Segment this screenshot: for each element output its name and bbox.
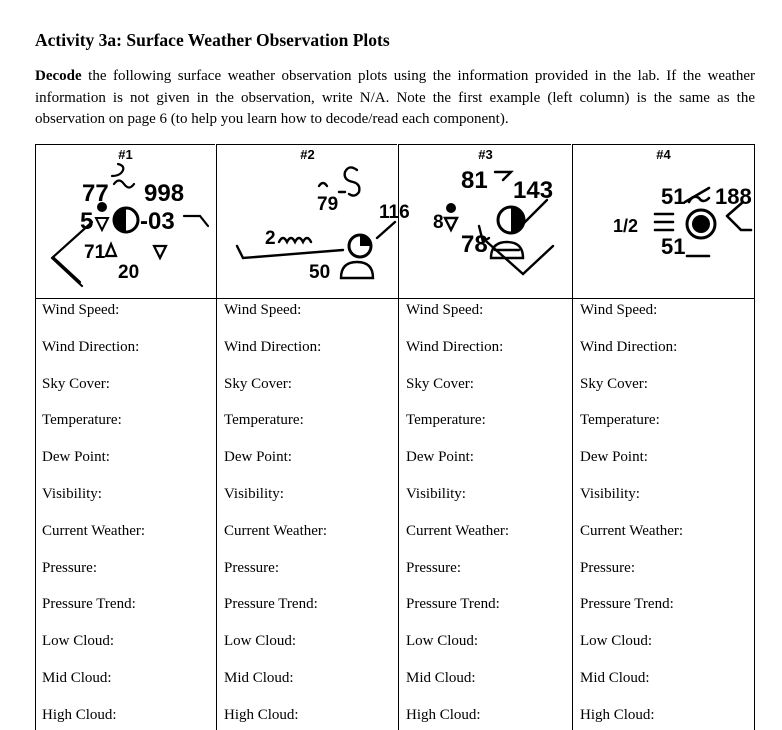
- field-label: Pressure Trend:: [224, 596, 318, 613]
- dew-point-value: 51: [661, 234, 686, 259]
- past-weather-symbol: [154, 246, 166, 258]
- visibility-value: 1/2: [613, 216, 639, 236]
- plot-row-bottom-line: [35, 298, 755, 299]
- table-top-line: [35, 144, 215, 145]
- field-label: High Cloud:: [42, 706, 117, 723]
- station-plot-4: [573, 162, 754, 298]
- field-label: Sky Cover:: [42, 375, 110, 392]
- field-label: Sky Cover:: [406, 375, 474, 392]
- cloud-height-value: 20: [118, 262, 140, 283]
- field-label: Pressure:: [580, 559, 635, 576]
- pressure-value: 998: [144, 180, 185, 207]
- pressure-value: 143: [513, 177, 554, 204]
- field-label: Sky Cover:: [224, 375, 292, 392]
- present-weather-dot: [446, 203, 456, 213]
- dew-point-value: 71: [84, 242, 106, 263]
- field-label: Low Cloud:: [224, 633, 297, 650]
- field-label: Wind Direction:: [406, 338, 504, 355]
- table-top-line: [217, 144, 397, 145]
- field-label: Current Weather:: [42, 522, 146, 539]
- instructions: [35, 66, 755, 131]
- pressure-trend-symbol: [377, 222, 395, 238]
- low-cloud-symbol: [106, 244, 116, 256]
- field-label: Pressure Trend:: [42, 596, 136, 613]
- field-label: Mid Cloud:: [224, 670, 294, 686]
- column-header: #4: [656, 147, 671, 162]
- field-label: Dew Point:: [580, 449, 648, 466]
- field-label: Visibility:: [580, 486, 640, 502]
- pressure-change-value: -03: [140, 208, 175, 235]
- present-weather-symbol: [279, 238, 311, 242]
- field-label: Temperature:: [42, 412, 122, 429]
- station-plot-3-figure: [399, 162, 572, 298]
- field-label: Visibility:: [224, 486, 284, 502]
- field-label: Low Cloud:: [580, 633, 653, 650]
- station-plot-2-figure: [217, 162, 410, 298]
- station-plot-3: [399, 162, 572, 298]
- field-label: Low Cloud:: [406, 633, 479, 650]
- field-label: Wind Speed:: [406, 302, 484, 318]
- pressure-value: 116: [379, 202, 410, 223]
- field-label: Sky Cover:: [580, 375, 648, 392]
- mid-cloud-symbol: [114, 181, 134, 188]
- field-label: Mid Cloud:: [42, 670, 112, 686]
- field-label: Dew Point:: [406, 449, 474, 466]
- station-plot-4-figure: [573, 162, 754, 298]
- table-top-line: [573, 144, 755, 145]
- present-weather-symbol: [445, 218, 457, 230]
- dew-point-value: 78: [461, 231, 488, 258]
- column-header: #2: [300, 147, 315, 162]
- field-label: Temperature:: [580, 412, 660, 429]
- field-label: High Cloud:: [224, 706, 299, 723]
- page-title: Activity 3a: Surface Weather Observation Plots: [35, 30, 390, 50]
- station-plot-2: [217, 162, 410, 298]
- visibility-value: 5: [80, 208, 94, 235]
- pressure-trend-symbol: [184, 216, 208, 226]
- field-label: Pressure:: [406, 559, 461, 576]
- mid-cloud-symbol: [689, 197, 709, 202]
- table-top-line: [399, 144, 571, 145]
- sky-cover-fill: [692, 215, 710, 233]
- field-label: Visibility:: [42, 486, 102, 502]
- field-label: Mid Cloud:: [406, 670, 476, 686]
- column-border: [754, 144, 755, 730]
- field-label: Dew Point:: [42, 449, 110, 466]
- field-label: Visibility:: [406, 486, 466, 502]
- field-label: Current Weather:: [224, 522, 328, 539]
- mid-cloud-symbol: [319, 183, 345, 192]
- pressure-value: 188: [715, 184, 752, 209]
- present-weather-symbol: [96, 218, 108, 230]
- temperature-value: 51: [661, 184, 686, 209]
- field-label: Wind Direction:: [42, 338, 140, 355]
- field-label: Pressure Trend:: [580, 596, 674, 613]
- field-label: Pressure:: [42, 559, 97, 576]
- visibility-value: 8: [433, 212, 444, 233]
- column-header: #3: [478, 147, 493, 162]
- dew-point-value: 50: [309, 262, 331, 283]
- instructions-bold: Decode: [35, 68, 82, 84]
- mid-cloud-symbol: [495, 172, 511, 180]
- station-plot-1: [36, 162, 216, 298]
- station-plot-1-figure: [36, 162, 216, 298]
- field-label: Temperature:: [224, 412, 304, 429]
- temperature-value: 77: [82, 180, 109, 207]
- field-label: Low Cloud:: [42, 633, 115, 650]
- field-label: Wind Direction:: [580, 338, 678, 355]
- field-label: Current Weather:: [406, 522, 510, 539]
- field-label: High Cloud:: [580, 706, 655, 723]
- field-label: High Cloud:: [406, 706, 481, 723]
- sky-cover-fill: [360, 235, 371, 246]
- temperature-value: 81: [461, 167, 488, 194]
- field-label: Wind Speed:: [224, 302, 302, 318]
- field-label: Pressure:: [224, 559, 279, 576]
- wind-barb: [237, 246, 343, 258]
- column-header: #1: [118, 147, 133, 162]
- instructions-text: the following surface weather observation plots using the information provided in the lab. If the weather information is not given in the observation, write N/A. Note the first example (left column) is the same as the observation on page 6 (to help you learn how to decode/read each component).: [35, 68, 755, 127]
- high-cloud-symbol: [112, 164, 123, 176]
- high-cloud-symbol: [345, 167, 360, 195]
- field-label: Wind Speed:: [580, 302, 658, 318]
- field-label: Temperature:: [406, 412, 486, 429]
- low-cloud-symbol: [491, 242, 523, 258]
- field-label: Dew Point:: [224, 449, 292, 466]
- temperature-value: 79: [317, 194, 339, 215]
- field-label: Wind Speed:: [42, 302, 120, 318]
- observation-table: [35, 144, 755, 730]
- present-weather-symbol: [655, 214, 673, 230]
- field-label: Mid Cloud:: [580, 670, 650, 686]
- low-cloud-symbol: [341, 262, 373, 278]
- field-label: Pressure Trend:: [406, 596, 500, 613]
- field-label: Wind Direction:: [224, 338, 322, 355]
- field-label: Current Weather:: [580, 522, 684, 539]
- visibility-value: 2: [265, 228, 276, 249]
